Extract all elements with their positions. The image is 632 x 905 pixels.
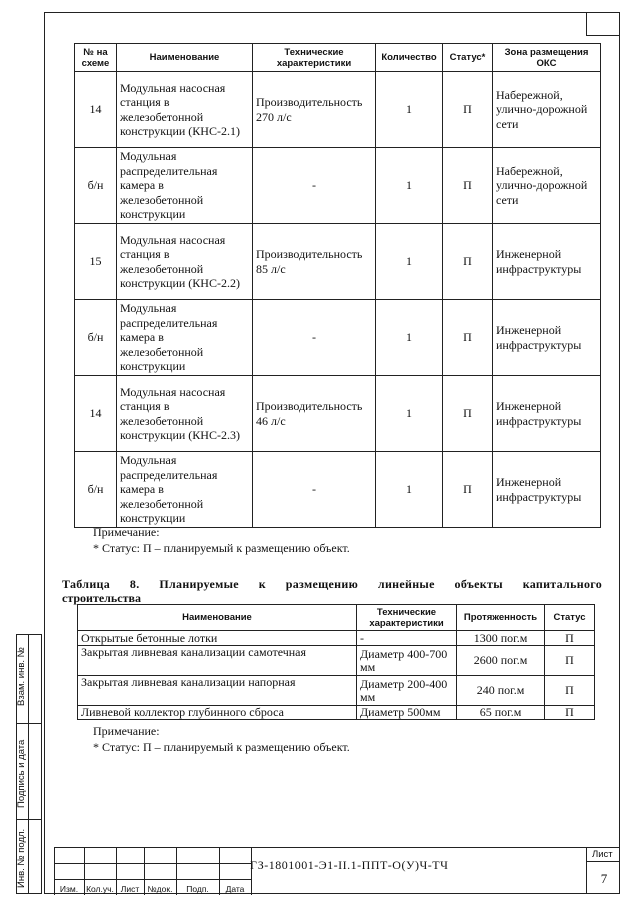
table-header-row xyxy=(75,44,601,72)
table-caption-continued: строительства xyxy=(62,591,141,605)
cell-status: П xyxy=(443,452,493,528)
cell-name: Закрытая ливневая канализации самотечная xyxy=(78,646,357,676)
margin-label-inv: Инв. № подл. xyxy=(16,828,27,888)
cell-specs: Производительность 46 л/с xyxy=(253,376,376,452)
corner-box xyxy=(586,12,620,36)
table-row xyxy=(75,72,601,148)
header-length: Протяженность xyxy=(457,605,545,631)
cell-specs: - xyxy=(253,452,376,528)
label-data: Дата xyxy=(225,884,245,894)
label-izm: Изм. xyxy=(59,884,79,894)
cell-name: Модульная насосная станция в железобетонной конструкции (КНС-2.1) xyxy=(117,72,253,148)
header-name: Наименование xyxy=(78,605,357,631)
header-zone: Зона размещения ОКС xyxy=(493,44,601,72)
note-text: * Статус: П – планируемый к размещению объект. xyxy=(93,740,350,754)
cell-name: Ливневой коллектор глубинного сброса xyxy=(78,706,357,720)
cell-zone: Инженерной инфраструктуры xyxy=(493,376,601,452)
cell-status: П xyxy=(443,376,493,452)
label-ndok: №док. xyxy=(147,884,173,894)
table-row xyxy=(75,224,601,300)
cell-quantity: 1 xyxy=(376,300,443,376)
table-caption: Таблица 8. Планируемые к размещению линейные объекты капитального xyxy=(62,577,602,591)
label-list: Лист xyxy=(120,884,140,894)
cell-zone: Набережной, улично-дорожной сети xyxy=(493,72,601,148)
sheet-box xyxy=(586,847,620,894)
cell-status: П xyxy=(443,72,493,148)
header-specs: Технические характеристики xyxy=(357,605,457,631)
header-status: Статус xyxy=(545,605,595,631)
cell-status: П xyxy=(545,646,595,676)
label-podp: Подп. xyxy=(186,884,209,894)
cell-status: П xyxy=(545,676,595,706)
cell-specs: - xyxy=(357,631,457,646)
cell-name: Модульная распределительная камера в железобетонной конструкции xyxy=(117,300,253,376)
cell-status: П xyxy=(443,300,493,376)
cell-number: 14 xyxy=(75,376,117,452)
linear-objects-table xyxy=(77,604,595,720)
cell-name: Открытые бетонные лотки xyxy=(78,631,357,646)
cell-name: Закрытая ливневая канализации напорная xyxy=(78,676,357,706)
header-specs: Технические характеристики xyxy=(253,44,376,72)
table-row xyxy=(78,631,595,646)
cell-zone: Инженерной инфраструктуры xyxy=(493,300,601,376)
cell-specs: Производительность 85 л/с xyxy=(253,224,376,300)
cell-quantity: 1 xyxy=(376,452,443,528)
cell-length: 2600 пог.м xyxy=(457,646,545,676)
cell-specs: Производительность 270 л/с xyxy=(253,72,376,148)
table-row xyxy=(75,148,601,224)
note-label: Примечание: xyxy=(93,724,160,738)
table-row xyxy=(78,676,595,706)
cell-specs: - xyxy=(253,300,376,376)
sheet-label: Лист xyxy=(592,849,613,860)
note-text: * Статус: П – планируемый к размещению объект. xyxy=(93,541,350,555)
cell-length: 65 пог.м xyxy=(457,706,545,720)
sheet-number: 7 xyxy=(600,871,608,886)
cell-name: Модульная насосная станция в железобетонной конструкции (КНС-2.3) xyxy=(117,376,253,452)
cell-zone: Набережной, улично-дорожной сети xyxy=(493,148,601,224)
header-quantity: Количество xyxy=(376,44,443,72)
cell-specs: Диаметр 400-700 мм xyxy=(357,646,457,676)
note-label: Примечание: xyxy=(93,525,160,539)
table-row xyxy=(78,646,595,676)
table-row xyxy=(75,300,601,376)
cell-specs: Диаметр 500мм xyxy=(357,706,457,720)
cell-number: б/н xyxy=(75,148,117,224)
cell-quantity: 1 xyxy=(376,376,443,452)
table-row xyxy=(78,706,595,720)
table-row xyxy=(75,376,601,452)
table-header-row xyxy=(78,605,595,631)
cell-specs: - xyxy=(253,148,376,224)
margin-label-podpis: Подпись и дата xyxy=(16,739,27,808)
label-kol-uch: Кол.уч. xyxy=(86,884,114,894)
cell-zone: Инженерной инфраструктуры xyxy=(493,224,601,300)
cell-status: П xyxy=(443,224,493,300)
cell-quantity: 1 xyxy=(376,148,443,224)
cell-quantity: 1 xyxy=(376,224,443,300)
cell-zone: Инженерной инфраструктуры xyxy=(493,452,601,528)
table-row xyxy=(75,452,601,528)
cell-number: 14 xyxy=(75,72,117,148)
cell-name: Модульная насосная станция в железобетонной конструкции (КНС-2.2) xyxy=(117,224,253,300)
header-name: Наименование xyxy=(117,44,253,72)
cell-name: Модульная распределительная камера в железобетонной конструкции xyxy=(117,148,253,224)
document-code: ГЗ-1801001-Э1-II.1-ППТ-О(У)Ч-ТЧ xyxy=(250,858,449,872)
cell-length: 1300 пог.м xyxy=(457,631,545,646)
cell-status: П xyxy=(443,148,493,224)
cell-name: Модульная распределительная камера в железобетонной конструкции xyxy=(117,452,253,528)
cell-quantity: 1 xyxy=(376,72,443,148)
cell-number: 15 xyxy=(75,224,117,300)
cell-number: б/н xyxy=(75,452,117,528)
margin-label-vzam: Взам. инв. № xyxy=(16,647,27,706)
cell-status: П xyxy=(545,706,595,720)
header-scheme-number: № на схеме xyxy=(75,44,117,72)
objects-table xyxy=(74,43,601,528)
cell-specs: Диаметр 200-400 мм xyxy=(357,676,457,706)
header-status: Статус* xyxy=(443,44,493,72)
cell-length: 240 пог.м xyxy=(457,676,545,706)
cell-number: б/н xyxy=(75,300,117,376)
cell-status: П xyxy=(545,631,595,646)
